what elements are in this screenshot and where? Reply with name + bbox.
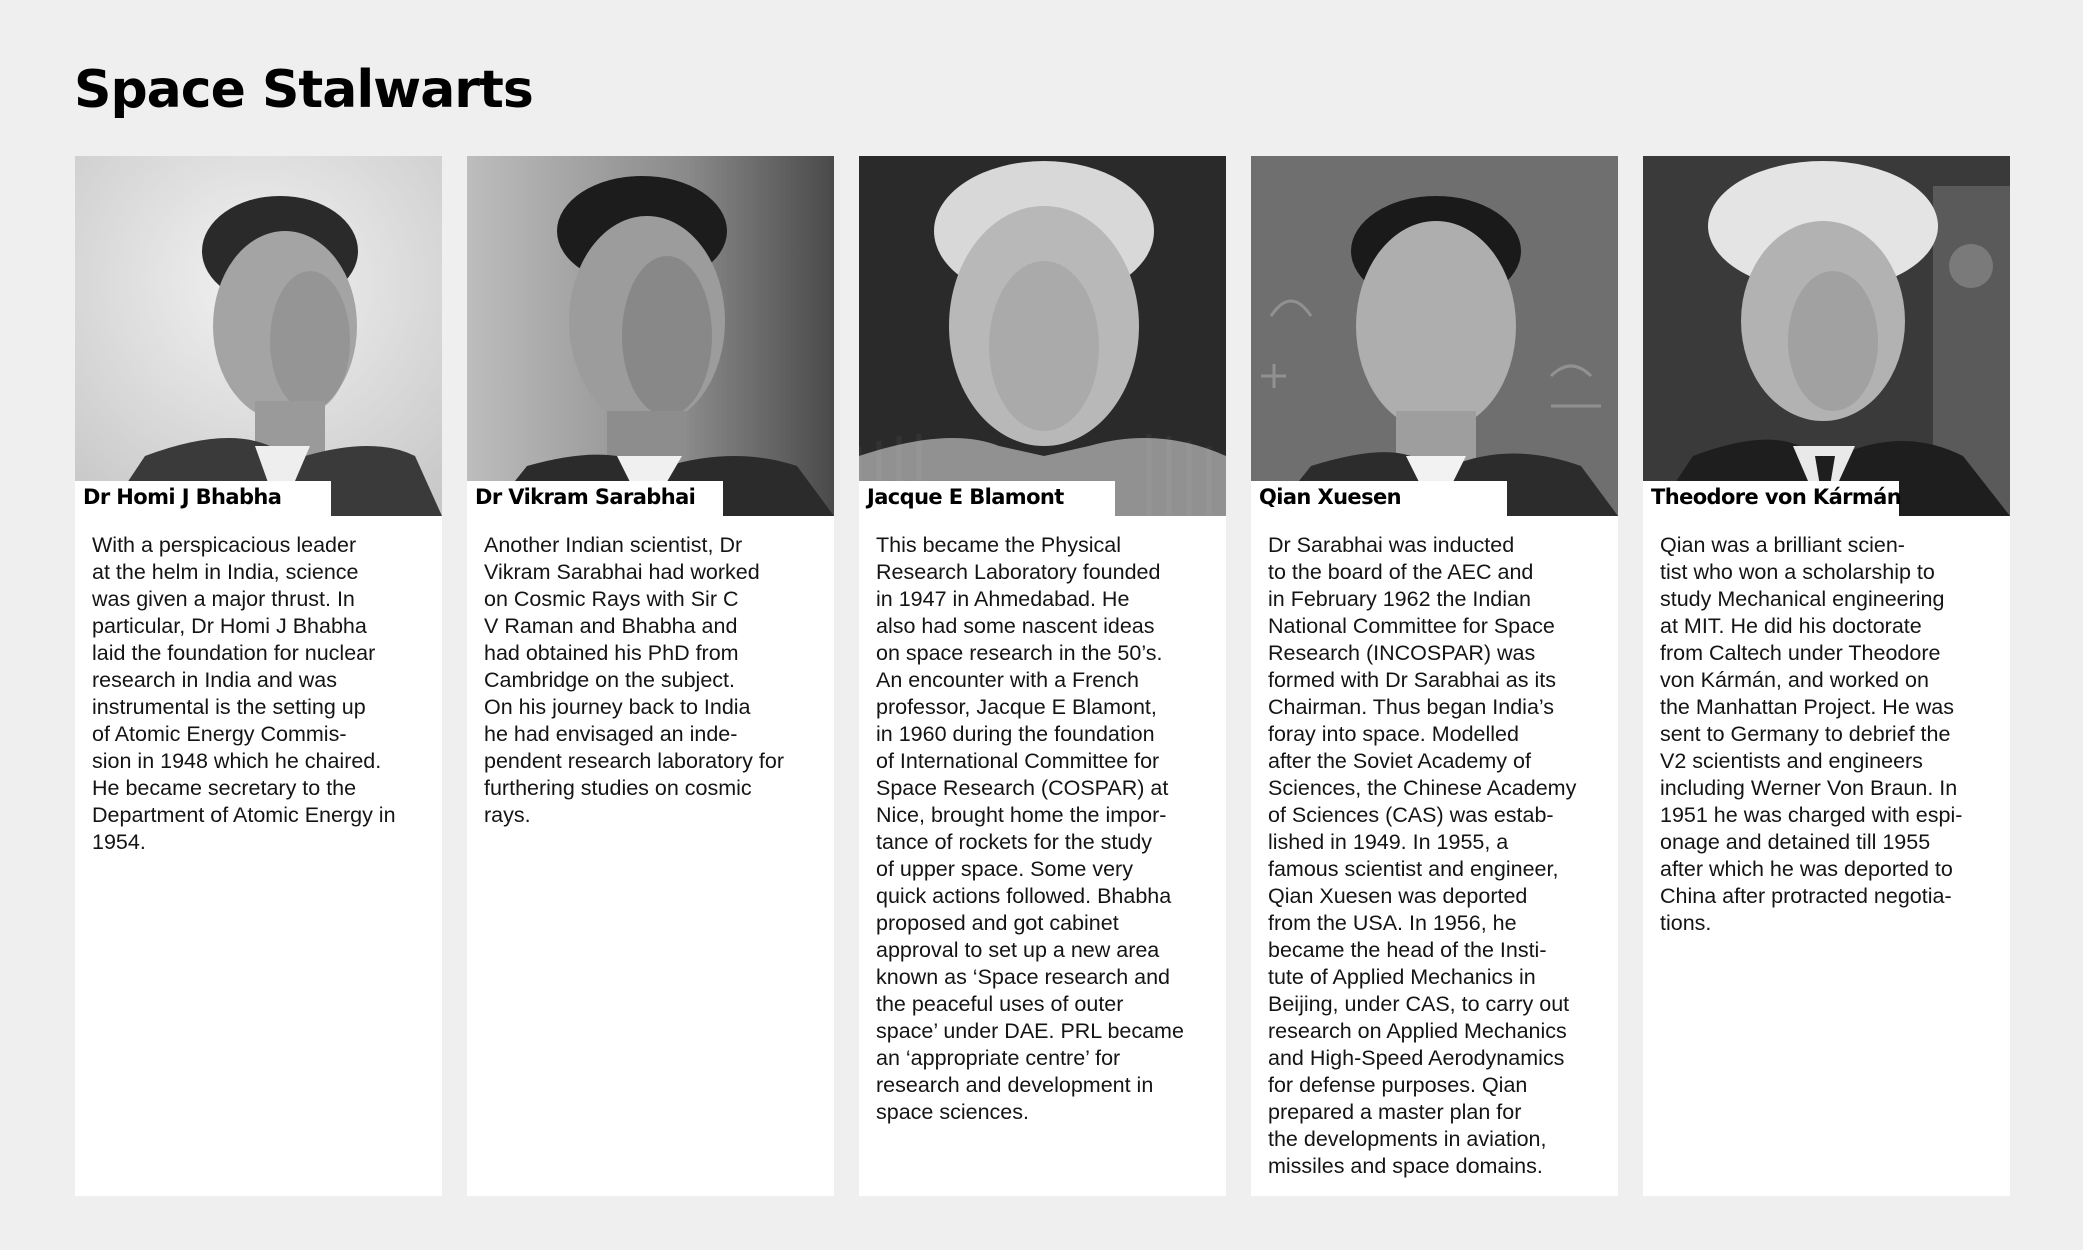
person-bio: Dr Sarabhai was inducted to the board of the AEC and in February 1962 the Indian National Committee for Space Research (INCOSPAR) was formed with Dr Sarabhai as its Chairman. Thus began India’s foray into space. Modelled after the Soviet Academy of Sciences, the Chinese Academy of Sciences (CAS) was estab- lished in 1949. In 1955, a famous scientist and engineer, Qian Xuesen was deported from the USA. In 1956, he became the head of the Insti- tute of Applied Mechanics in Beijing, under CAS, to carry out research on Applied Mechanics and High-Speed Aerodynamics for defense purposes. Qian prepared a master plan for the developments in aviation, missiles and space domains.: [1268, 533, 1577, 1178]
person-name: Dr Vikram Sarabhai: [467, 481, 723, 516]
portrait-photo-icon: [1643, 156, 2010, 516]
profile-card-sarabhai: [467, 156, 834, 1196]
person-name: Jacque E Blamont: [859, 481, 1115, 516]
portrait-photo-icon: [1251, 156, 1618, 516]
portrait-photo-icon: [467, 156, 834, 516]
profile-card-qian: [1251, 156, 1618, 1196]
person-name: Theodore von Kármán: [1643, 481, 1899, 516]
portrait-photo-icon: [859, 156, 1226, 516]
portrait-photo-icon: [75, 156, 442, 516]
person-bio: Qian was a brilliant scien- tist who won a scholarship to study Mechanical engineering at MIT. He did his doctorate from Caltech under Theodore von Kármán, and worked on the Manhattan Project. He was sent to Germany to debrief the V2 scientists and engineers including Werner Von Braun. In 1951 he was charged with espi- onage and detained till 1955 after which he was deported to China after protracted negotia- tions.: [1660, 533, 1963, 935]
person-name: Qian Xuesen: [1251, 481, 1507, 516]
page-title: Space Stalwarts: [74, 60, 533, 120]
profile-cards: [75, 156, 2010, 1196]
person-name: Dr Homi J Bhabha: [75, 481, 331, 516]
profile-card-bhabha: [75, 156, 442, 1196]
person-bio: This became the Physical Research Laboratory founded in 1947 in Ahmedabad. He also had some nascent ideas on space research in the 50’s. An encounter with a French professor, Jacque E Blamont, in 1960 during the foundation of International Committee for Space Research (COSPAR) at Nice, brought home the impor- tance of rockets for the study of upper space. Some very quick actions followed. Bhabha proposed and got cabinet approval to set up a new area known as ‘Space research and the peaceful uses of outer space’ under DAE. PRL became an ‘appropriate centre’ for research and development in space sciences.: [876, 533, 1184, 1124]
profile-card-blamont: [859, 156, 1226, 1196]
profile-card-karman: [1643, 156, 2010, 1196]
person-bio: Another Indian scientist, Dr Vikram Sarabhai had worked on Cosmic Rays with Sir C V Raman and Bhabha and had obtained his PhD from Cambridge on the subject. On his journey back to India he had envisaged an inde- pendent research laboratory for furthering studies on cosmic rays.: [484, 533, 784, 827]
person-bio: With a perspicacious leader at the helm in India, science was given a major thrust. In particular, Dr Homi J Bhabha laid the foundation for nuclear research in India and was instrumental is the setting up of Atomic Energy Commis- sion in 1948 which he chaired. He became secretary to the Department of Atomic Energy in 1954.: [92, 533, 396, 854]
